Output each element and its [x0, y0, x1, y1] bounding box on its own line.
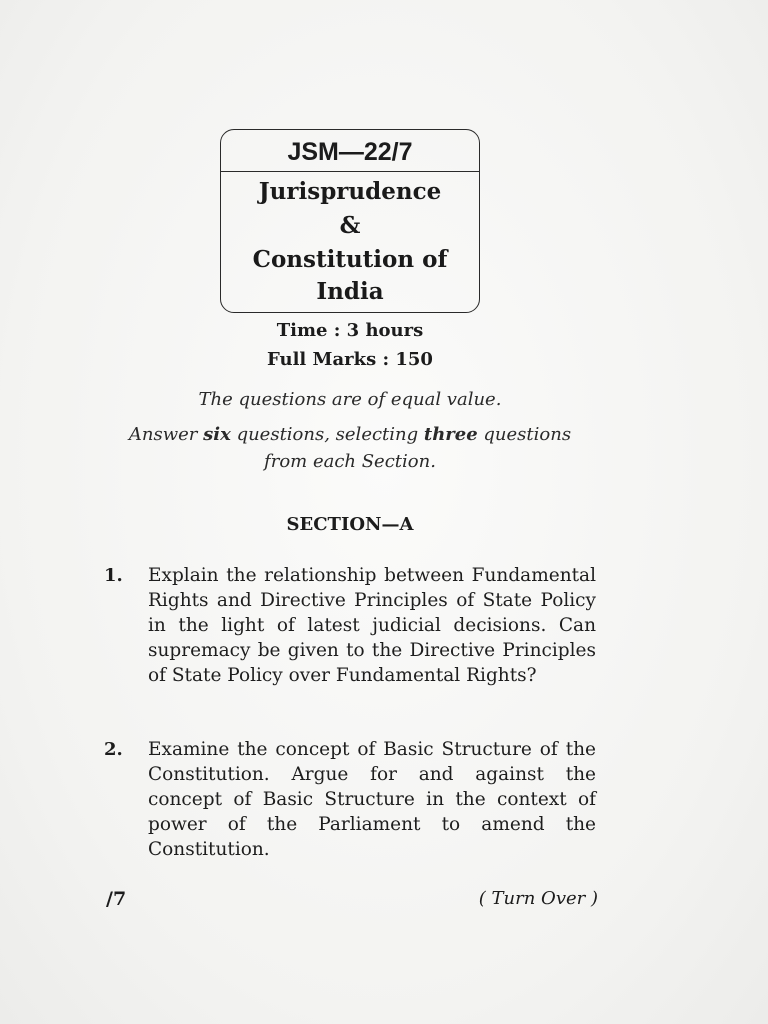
- question-text: Examine the concept of Basic Structure of the Constitution. Argue for and against the concept of Basic Structure in the context of power of the Parliament to amend the Constitution.: [148, 739, 596, 860]
- subject-line-1: Jurisprudence: [258, 178, 442, 205]
- question-text: Explain the relationship between Fundamental Rights and Directive Principles of State Policy in the light of latest judicial decisions. Can supremacy be given to the Directive Principles of State Policy over Fundamental Rights?: [148, 565, 596, 686]
- paper-code: JSM—22/7: [221, 133, 479, 172]
- subject-line-3: Constitution of: [252, 246, 448, 273]
- section-heading: SECTION—A: [286, 514, 414, 535]
- title-box: [220, 129, 480, 313]
- subject-title: [221, 175, 479, 309]
- instruction-three: three: [423, 424, 478, 445]
- turn-over-note: ( Turn Over ): [478, 888, 598, 909]
- instruction-six: six: [203, 424, 231, 445]
- instruction-equal-value: The questions are of equal value.: [198, 389, 502, 410]
- time-allowed: Time : 3 hours: [276, 320, 424, 341]
- instruction-each-section: from each Section.: [264, 451, 436, 472]
- question-number: 1.: [104, 565, 123, 586]
- subject-line-2: &: [339, 212, 361, 239]
- full-marks: Full Marks : 150: [267, 349, 433, 370]
- instruction-answer: Answer six questions, selecting three questions: [128, 424, 572, 445]
- subject-line-4: India: [316, 278, 384, 305]
- page-marker: /7: [106, 888, 127, 910]
- question-number: 2.: [104, 739, 123, 760]
